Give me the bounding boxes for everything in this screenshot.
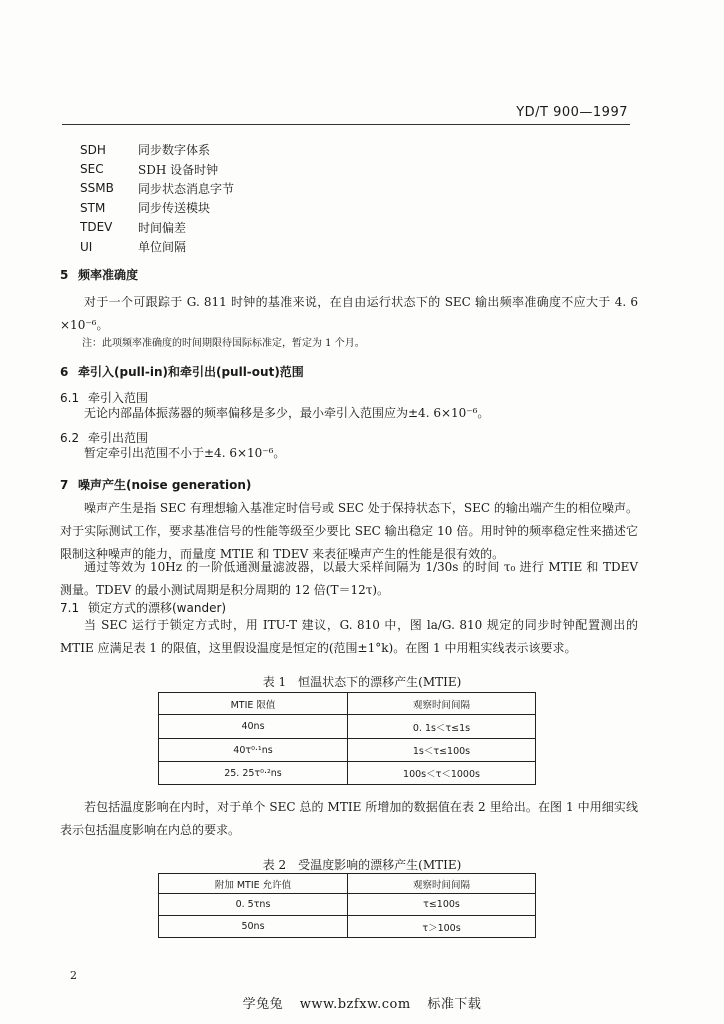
table-cell: 100s＜τ＜1000s xyxy=(348,762,536,785)
table-header-cell: 观察时间间隔 xyxy=(348,874,536,894)
table-1 xyxy=(158,692,536,785)
subsection-number: 6.2 xyxy=(60,431,80,445)
subsection-title: 牵引入范围 xyxy=(88,391,149,405)
abbreviation-term: STM xyxy=(80,200,106,215)
section-5-heading xyxy=(60,266,138,283)
table-1-caption: 表 1 恒温状态下的漂移产生(MTIE) xyxy=(262,675,462,689)
abbreviation-term: UI xyxy=(80,239,93,254)
section-5-body: 对于一个可跟踪于 G. 811 时钟的基准来说，在自由运行状态下的 SEC 输出频率准确度不应大于 4. 6 ×10⁻⁶。 xyxy=(60,295,638,332)
table-cell: 25. 25τ⁰·²ns xyxy=(159,762,348,785)
abbreviation-term: SDH xyxy=(80,142,106,157)
abbreviation-row xyxy=(80,198,480,217)
section-title: 频率准确度 xyxy=(78,268,139,282)
table-header-cell: MTIE 限值 xyxy=(159,693,348,715)
table-row xyxy=(159,762,536,785)
subsection-title: 锁定方式的漂移(wander) xyxy=(88,601,227,615)
abbreviation-definition: SDH 设备时钟 xyxy=(138,162,219,177)
section-7-1-body: 当 SEC 运行于锁定方式时，用 ITU-T 建议，G. 810 中，图 la/G. 810 规定的同步时钟配置测出的 MTIE 应满足表 1 的限值，这里假设温度是恒定的(范围±1°k)。在图 1 中用粗实线表示该要求。 xyxy=(60,618,638,655)
subsection-title: 牵引出范围 xyxy=(88,431,149,445)
table-row xyxy=(159,739,536,762)
table-row xyxy=(159,894,536,916)
section-5-note: 注：此项频率准确度的时间期限待国际标准定，暂定为 1 个月。 xyxy=(82,338,365,349)
section-title: 牵引入(pull-in)和牵引出(pull-out)范围 xyxy=(78,365,304,379)
section-number: 7 xyxy=(60,478,69,492)
watermark-footer xyxy=(0,993,724,1012)
section-title: 噪声产生(noise generation) xyxy=(78,478,252,492)
page-number: 2 xyxy=(70,969,77,982)
table-cell: 50ns xyxy=(159,916,348,938)
abbreviation-list xyxy=(80,140,480,256)
header-rule xyxy=(62,124,630,125)
table-header-row xyxy=(159,693,536,715)
table-cell: τ≤100s xyxy=(348,894,536,916)
abbreviation-row xyxy=(80,237,480,256)
table-header-cell: 观察时间间隔 xyxy=(348,693,536,715)
table-row xyxy=(159,715,536,739)
abbreviation-definition: 同步数字体系 xyxy=(138,143,211,158)
table-2 xyxy=(158,873,536,938)
section-6-1-body: 无论内部晶体振荡器的频率偏移是多少，最小牵引入范围应为±4. 6×10⁻⁶。 xyxy=(84,406,490,420)
abbreviation-definition: 同步状态消息字节 xyxy=(138,181,235,196)
section-number: 5 xyxy=(60,268,69,282)
section-7-paragraph-3: 若包括温度影响在内时，对于单个 SEC 总的 MTIE 所增加的数据值在表 2 里给出。在图 1 中用细实线表示包括温度影响在内总的要求。 xyxy=(60,800,638,837)
abbreviation-definition: 单位间隔 xyxy=(138,240,187,255)
section-6-2-body: 暂定牵引出范围不小于±4. 6×10⁻⁶。 xyxy=(84,446,286,460)
abbreviation-term: SSMB xyxy=(80,181,114,196)
table-header-cell: 附加 MTIE 允许值 xyxy=(159,874,348,894)
table-cell: 40ns xyxy=(159,715,348,739)
table-cell: 0. 5τns xyxy=(159,894,348,916)
table-cell: 40τ⁰·¹ns xyxy=(159,739,348,762)
section-7-paragraph-1: 噪声产生是指 SEC 有理想输入基准定时信号或 SEC 处于保持状态下，SEC 的输出端产生的相位噪声。对于实际测试工作，要求基准信号的性能等级至少要比 SEC 输出稳定 10 倍。用时钟的频率稳定性来描述它限制这种噪声的能力，而量度 MTIE 和 TDEV 来表征噪声产生的性能是很有效的。 xyxy=(60,501,638,561)
footer-url[interactable]: www.bzfxw.com xyxy=(299,997,411,1012)
footer-site-name: 学兔兔 xyxy=(242,997,284,1012)
subsection-number: 6.1 xyxy=(60,391,80,405)
abbreviation-definition: 同步传送模块 xyxy=(138,201,211,216)
table-cell: τ＞100s xyxy=(348,916,536,938)
document-code: YD/T 900—1997 xyxy=(516,105,628,120)
table-header-row xyxy=(159,874,536,894)
subsection-number: 7.1 xyxy=(60,601,80,615)
abbreviation-row xyxy=(80,179,480,198)
section-6-heading xyxy=(60,363,304,380)
table-cell: 1s＜τ≤100s xyxy=(348,739,536,762)
abbreviation-row xyxy=(80,159,480,178)
section-7-heading xyxy=(60,476,251,493)
abbreviation-term: SEC xyxy=(80,162,104,177)
footer-slogan: 标准下载 xyxy=(427,997,482,1012)
section-7-paragraph-2: 通过等效为 10Hz 的一阶低通测量滤波器，以最大采样间隔为 1/30s 的时间 τ₀ 进行 MTIE 和 TDEV 测量。TDEV 的最小测试周期是积分周期的 12 倍(T＝12τ)。 xyxy=(60,560,638,597)
table-cell: 0. 1s＜τ≤1s xyxy=(348,715,536,739)
abbreviation-definition: 时间偏差 xyxy=(138,220,187,235)
abbreviation-row xyxy=(80,218,480,237)
section-number: 6 xyxy=(60,365,69,379)
table-2-caption: 表 2 受温度影响的漂移产生(MTIE) xyxy=(262,858,462,872)
abbreviation-row xyxy=(80,140,480,159)
abbreviation-term: TDEV xyxy=(80,220,113,235)
table-row xyxy=(159,916,536,938)
